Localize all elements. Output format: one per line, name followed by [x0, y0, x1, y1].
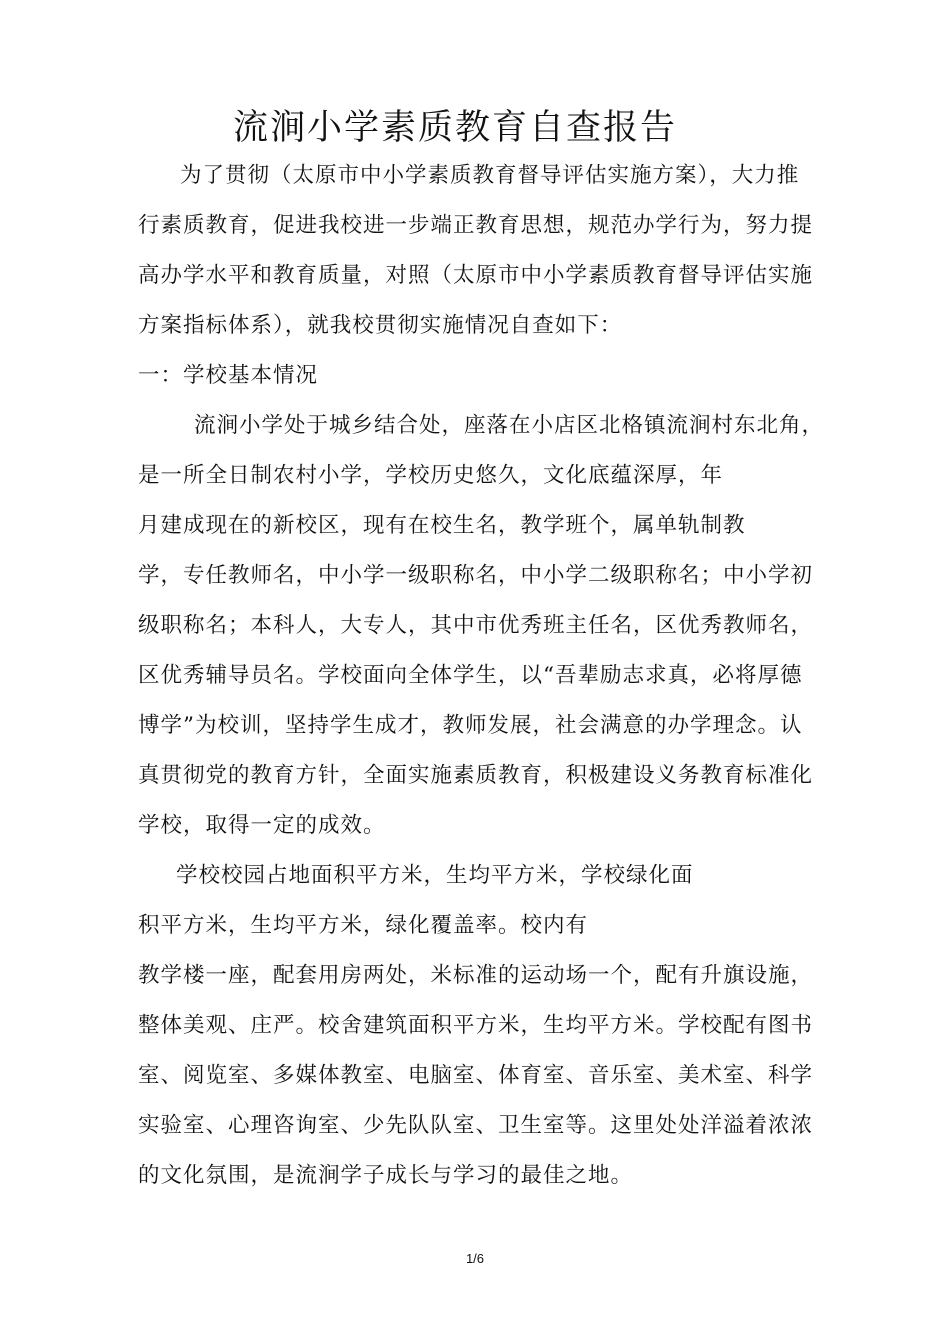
page-number: 1/6	[465, 1251, 485, 1266]
paragraph-line: 区优秀辅导员名。学校面向全体学生，以“吾辈励志求真，必将厚德	[138, 663, 803, 688]
document-title: 流涧小学素质教育自查报告	[232, 108, 677, 148]
paragraph-line: 教学楼一座，配套用房两处，米标准的运动场一个，配有升旗设施，	[138, 963, 814, 988]
paragraph-line: 博学”为校训，坚持学生成才，教师发展，社会满意的办学理念。认	[138, 713, 803, 738]
paragraph-line: 整体美观、庄严。校舍建筑面积平方米，生均平方米。学校配有图书	[138, 1013, 814, 1038]
paragraph-line: 流涧小学处于城乡结合处，座落在小店区北格镇流涧村东北角，	[194, 413, 825, 438]
paragraph-line: 月建成现在的新校区，现有在校生名，教学班个，属单轨制教	[138, 513, 746, 538]
paragraph-line: 方案指标体系），就我校贯彻实施情况自查如下：	[138, 313, 623, 338]
paragraph-line: 学校，取得一定的成效。	[138, 813, 386, 838]
paragraph-line: 为了贯彻（太原市中小学素质教育督导评估实施方案），大力推	[180, 163, 800, 188]
paragraph-line: 实验室、心理咨询室、少先队队室、卫生室等。这里处处洋溢着浓浓	[138, 1113, 814, 1138]
paragraph-line: 级职称名；本科人，大专人，其中市优秀班主任名，区优秀教师名，	[138, 613, 814, 638]
paragraph-line: 高办学水平和教育质量，对照（太原市中小学素质教育督导评估实施	[138, 263, 814, 288]
section-heading: 一：学校基本情况	[138, 363, 319, 388]
paragraph-line: 的文化氛围，是流涧学子成长与学习的最佳之地。	[138, 1163, 634, 1188]
paragraph-line: 积平方米，生均平方米，绿化覆盖率。校内有	[138, 913, 589, 938]
paragraph-line: 行素质教育，促进我校进一步端正教育思想，规范办学行为，努力提	[138, 213, 814, 238]
paragraph-line: 学校校园占地面积平方米，生均平方米，学校绿化面	[176, 863, 694, 888]
paragraph-line: 室、阅览室、多媒体教室、电脑室、体育室、音乐室、美术室、科学	[138, 1063, 814, 1088]
paragraph-line: 是一所全日制农村小学，学校历史悠久，文化底蕴深厚，年	[138, 463, 724, 488]
paragraph-line: 学，专任教师名，中小学一级职称名，中小学二级职称名；中小学初	[138, 563, 814, 588]
paragraph-line: 真贯彻党的教育方针，全面实施素质教育，积极建设义务教育标准化	[138, 763, 814, 788]
